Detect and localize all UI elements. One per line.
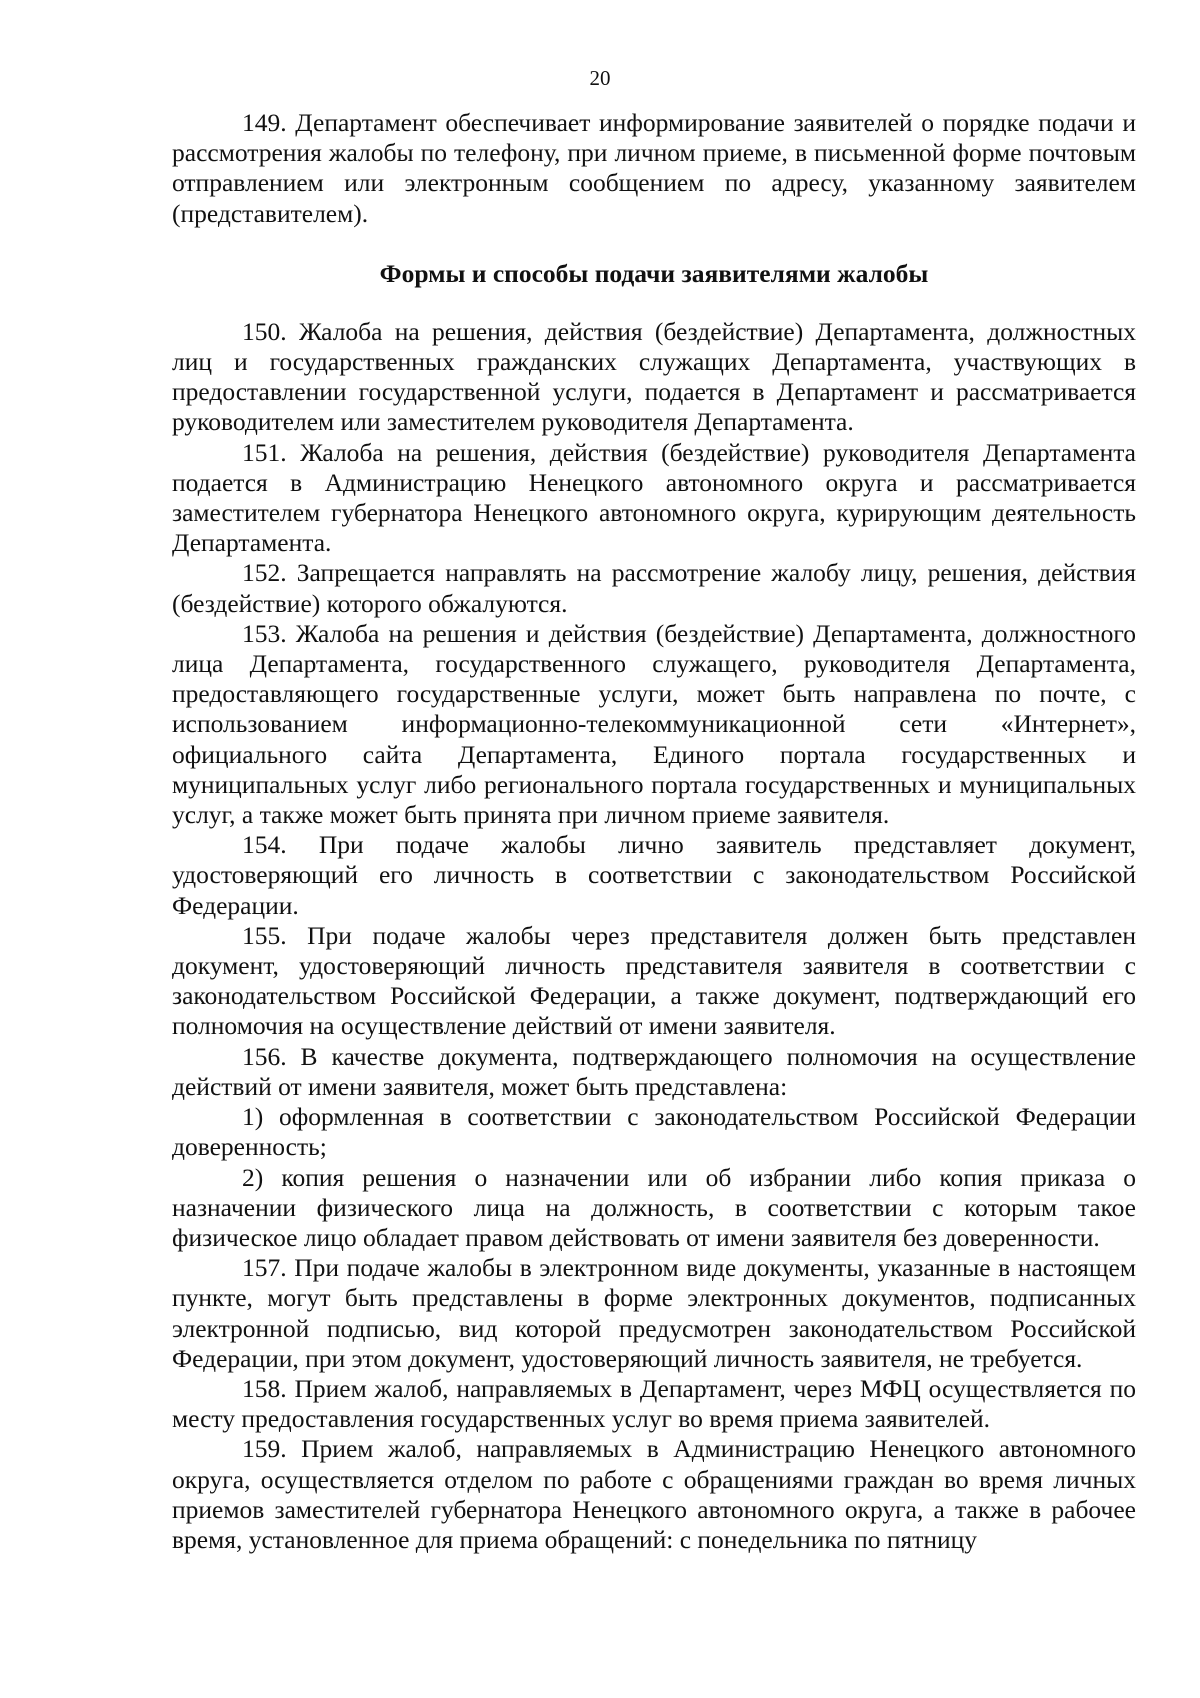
list-item-1: 1) оформленная в соответствии с законодательством Российской Федерации доверенность;: [172, 1102, 1136, 1162]
paragraph-159: 159. Прием жалоб, направляемых в Администрацию Ненецкого автономного округа, осуществляется отделом по работе с обращениями граждан во время личных приемов заместителей губернатора Ненецкого автономного округа, а также в рабочее время, установленное для приема обращений: с понедельника по пятницу: [172, 1434, 1136, 1554]
paragraph-154: 154. При подаче жалобы лично заявитель представляет документ, удостоверяющий его личность в соответствии с законодательством Российской Федерации.: [172, 830, 1136, 920]
page-number: 20: [589, 66, 611, 90]
list-item-2: 2) копия решения о назначении или об избрании либо копия приказа о назначении физического лица на должность, в соответствии с которым такое физическое лицо обладает правом действовать от имени заявителя без доверенности.: [172, 1162, 1136, 1252]
paragraph-150: 150. Жалоба на решения, действия (бездействие) Департамента, должностных лиц и государственных гражданских служащих Департамента, участвующих в предоставлении государственной услуги, подается в Департамент и рассматривается руководителем или заместителем руководителя Департамента.: [172, 316, 1136, 437]
paragraph-152: 152. Запрещается направлять на рассмотрение жалобу лицу, решения, действия (бездействие) которого обжалуются.: [172, 558, 1136, 618]
paragraph-156: 156. В качестве документа, подтверждающего полномочия на осуществление действий от имени заявителя, может быть представлена:: [172, 1041, 1136, 1101]
paragraph-151: 151. Жалоба на решения, действия (бездействие) руководителя Департамента подается в Администрацию Ненецкого автономного округа и рассматривается заместителем губернатора Ненецкого автономного округа, курирующим деятельность Департамента.: [172, 437, 1136, 558]
paragraph-149: 149. Департамент обеспечивает информирование заявителей о порядке подачи и рассмотрения жалобы по телефону, при личном приеме, в письменной форме почтовым отправлением или электронным сообщением по адресу, указанному заявителем (представителем).: [172, 108, 1136, 228]
paragraph-153: 153. Жалоба на решения и действия (бездействие) Департамента, должностного лица Департамента, государственного служащего, руководителя Департамента, предоставляющего государственные услуги, может быть направлена по почте, с использованием информационно-телекоммуникационной сети «Интернет», официального сайта Департамента, Единого портала государственных и муниципальных услуг либо регионального портала государственных и муниципальных услуг, а также может быть принята при личном приеме заявителя.: [172, 618, 1136, 830]
paragraph-158: 158. Прием жалоб, направляемых в Департамент, через МФЦ осуществляется по месту предоставления государственных услуг во время приема заявителей.: [172, 1373, 1136, 1434]
section-heading: Формы и способы подачи заявителями жалобы: [379, 258, 929, 288]
document-body: [172, 108, 1136, 1555]
paragraph-155: 155. При подаче жалобы через представителя должен быть представлен документ, удостоверяющий личность представителя заявителя в соответствии с законодательством Российской Федерации, а также документ, подтверждающий его полномочия на осуществление действий от имени заявителя.: [172, 920, 1136, 1041]
paragraph-157: 157. При подаче жалобы в электронном виде документы, указанные в настоящем пункте, могут быть представлены в форме электронных документов, подписанных электронной подписью, вид которой предусмотрен законодательством Российской Федерации, при этом документ, удостоверяющий личность заявителя, не требуется.: [172, 1253, 1136, 1373]
